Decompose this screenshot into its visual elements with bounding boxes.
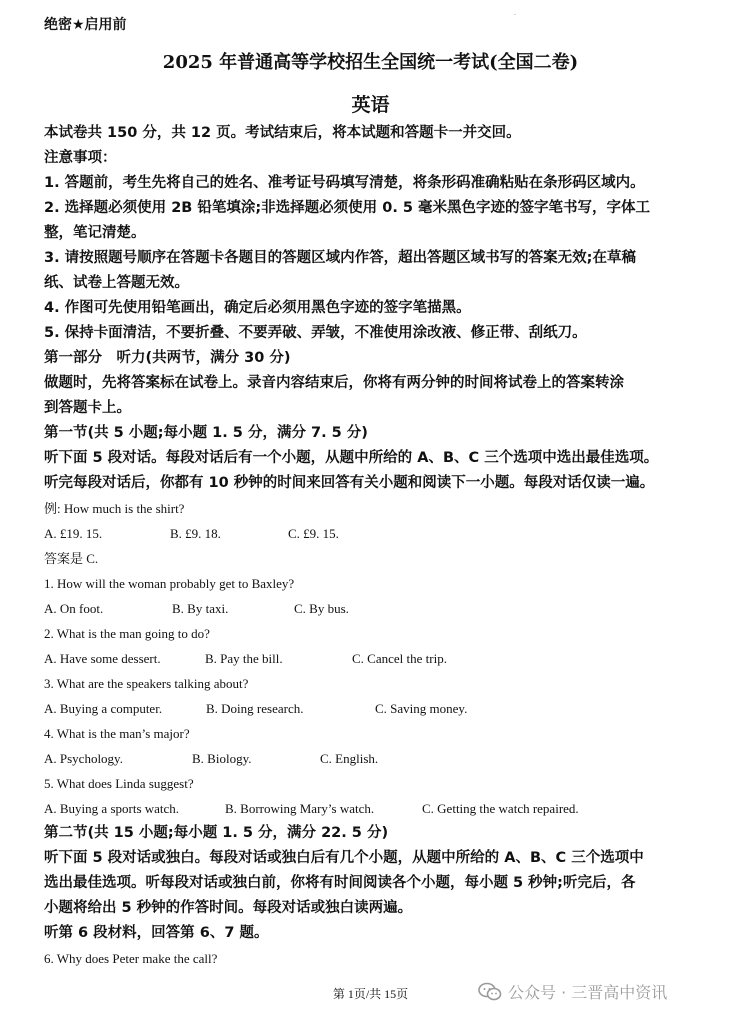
question-2: 2. What is the man going to do?: [44, 626, 210, 641]
watermark-text: 公众号 · 三晋高中资讯: [508, 983, 668, 1002]
question-3-options: [44, 696, 704, 721]
notice-line: 2. 选择题必须使用 2B 铅笔填涂;非选择题必须使用 0. 5 毫米黑色字迹的签字笔书写，字体工: [44, 200, 651, 216]
notice-line: 4. 作图可先使用铅笔画出，确定后必须用黑色字迹的签字笔描黑。: [44, 300, 471, 316]
part1-instruction: 做题时，先将答案标在试卷上。录音内容结束后，你将有两分钟的时间将试卷上的答案转涂: [44, 375, 624, 391]
question-4: 4. What is the man’s major?: [44, 726, 190, 741]
option-a: A. Buying a sports watch.: [44, 801, 180, 816]
option-a: A. Psychology.: [44, 751, 123, 766]
question-2-options: [44, 646, 704, 671]
question-1: 1. How will the woman probably get to Baxley?: [44, 576, 295, 591]
section2-heading: 第二节(共 15 小题;每小题 1. 5 分，满分 22. 5 分): [44, 825, 389, 841]
option-a: A. £19. 15.: [44, 526, 103, 541]
option-b: B. Pay the bill.: [205, 651, 283, 666]
question-3: 3. What are the speakers talking about?: [44, 676, 249, 691]
option-c: C. By bus.: [294, 601, 349, 616]
section2-instruction: 听下面 5 段对话或独白。每段对话或独白后有几个小题，从题中所给的 A、B、C 三个选项中: [44, 850, 644, 866]
option-b: B. Borrowing Mary’s watch.: [225, 801, 375, 816]
option-c: C. Getting the watch repaired.: [422, 801, 579, 816]
part1-instruction: 到答题卡上。: [44, 400, 131, 416]
exam-body: [44, 121, 704, 971]
option-c: C. £9. 15.: [288, 526, 339, 541]
section2-instruction: 小题将给出 5 秒钟的作答时间。每段对话或独白读两遍。: [44, 900, 413, 916]
question-4-options: [44, 746, 704, 771]
question-6: 6. Why does Peter make the call?: [44, 951, 218, 966]
exam-title: 2025 年普通高等学校招生全国统一考试(全国二卷): [162, 52, 579, 73]
secret-mark: 绝密★启用前: [44, 17, 127, 33]
option-a: A. On foot.: [44, 601, 104, 616]
option-b: B. By taxi.: [172, 601, 229, 616]
section1-heading: 第一节(共 5 小题;每小题 1. 5 分，满分 7. 5 分): [44, 425, 368, 441]
option-a: A. Have some dessert.: [44, 651, 161, 666]
page-number: 第 1页/共 15页: [332, 987, 409, 1001]
notice-title: 注意事项：: [44, 150, 117, 166]
scan-dot: ·: [514, 12, 516, 19]
material-heading: 听第 6 段材料，回答第 6、7 题。: [44, 925, 269, 941]
option-a: A. Buying a computer.: [44, 701, 163, 716]
question-1-options: [44, 596, 704, 621]
notice-line: 纸、试卷上答题无效。: [44, 275, 189, 291]
option-b: B. £9. 18.: [170, 526, 221, 541]
notice-line: 整，笔记清楚。: [44, 225, 146, 241]
example-answer: 答案是 C.: [44, 551, 99, 566]
option-b: B. Biology.: [192, 751, 252, 766]
part1-heading: 第一部分 听力(共两节，满分 30 分): [44, 350, 291, 366]
wechat-icon: [478, 982, 502, 1002]
notice-line: 1. 答题前，考生先将自己的姓名、准考证号码填写清楚，将条形码准确粘贴在条形码区域内。: [44, 175, 645, 191]
notice-line: 3. 请按照题号顺序在答题卡各题目的答题区域内作答，超出答题区域书写的答案无效;在草稿: [44, 250, 636, 266]
question-5: 5. What does Linda suggest?: [44, 776, 194, 791]
section2-instruction: 选出最佳选项。听每段对话或独白前，你将有时间阅读各个小题，每小题 5 秒钟;听完后，各: [44, 875, 636, 891]
example-options: [44, 521, 704, 546]
example-question: 例: How much is the shirt?: [44, 501, 185, 516]
notice-line: 5. 保持卡面清洁，不要折叠、不要弄破、弄皱，不准使用涂改液、修正带、刮纸刀。: [44, 325, 587, 341]
subject-title: 英语: [351, 94, 390, 116]
option-c: C. Saving money.: [375, 701, 468, 716]
option-c: C. Cancel the trip.: [352, 651, 447, 666]
section1-instruction: 听完每段对话后，你都有 10 秒钟的时间来回答有关小题和阅读下一小题。每段对话仅读一遍。: [44, 475, 655, 491]
watermark: [478, 980, 667, 1003]
option-c: C. English.: [320, 751, 379, 766]
exam-summary: 本试卷共 150 分，共 12 页。考试结束后，将本试题和答题卡一并交回。: [44, 125, 521, 141]
section1-instruction: 听下面 5 段对话。每段对话后有一个小题，从题中所给的 A、B、C 三个选项中选出最佳选项。: [44, 450, 659, 466]
question-5-options: [44, 796, 704, 821]
option-b: B. Doing research.: [206, 701, 304, 716]
